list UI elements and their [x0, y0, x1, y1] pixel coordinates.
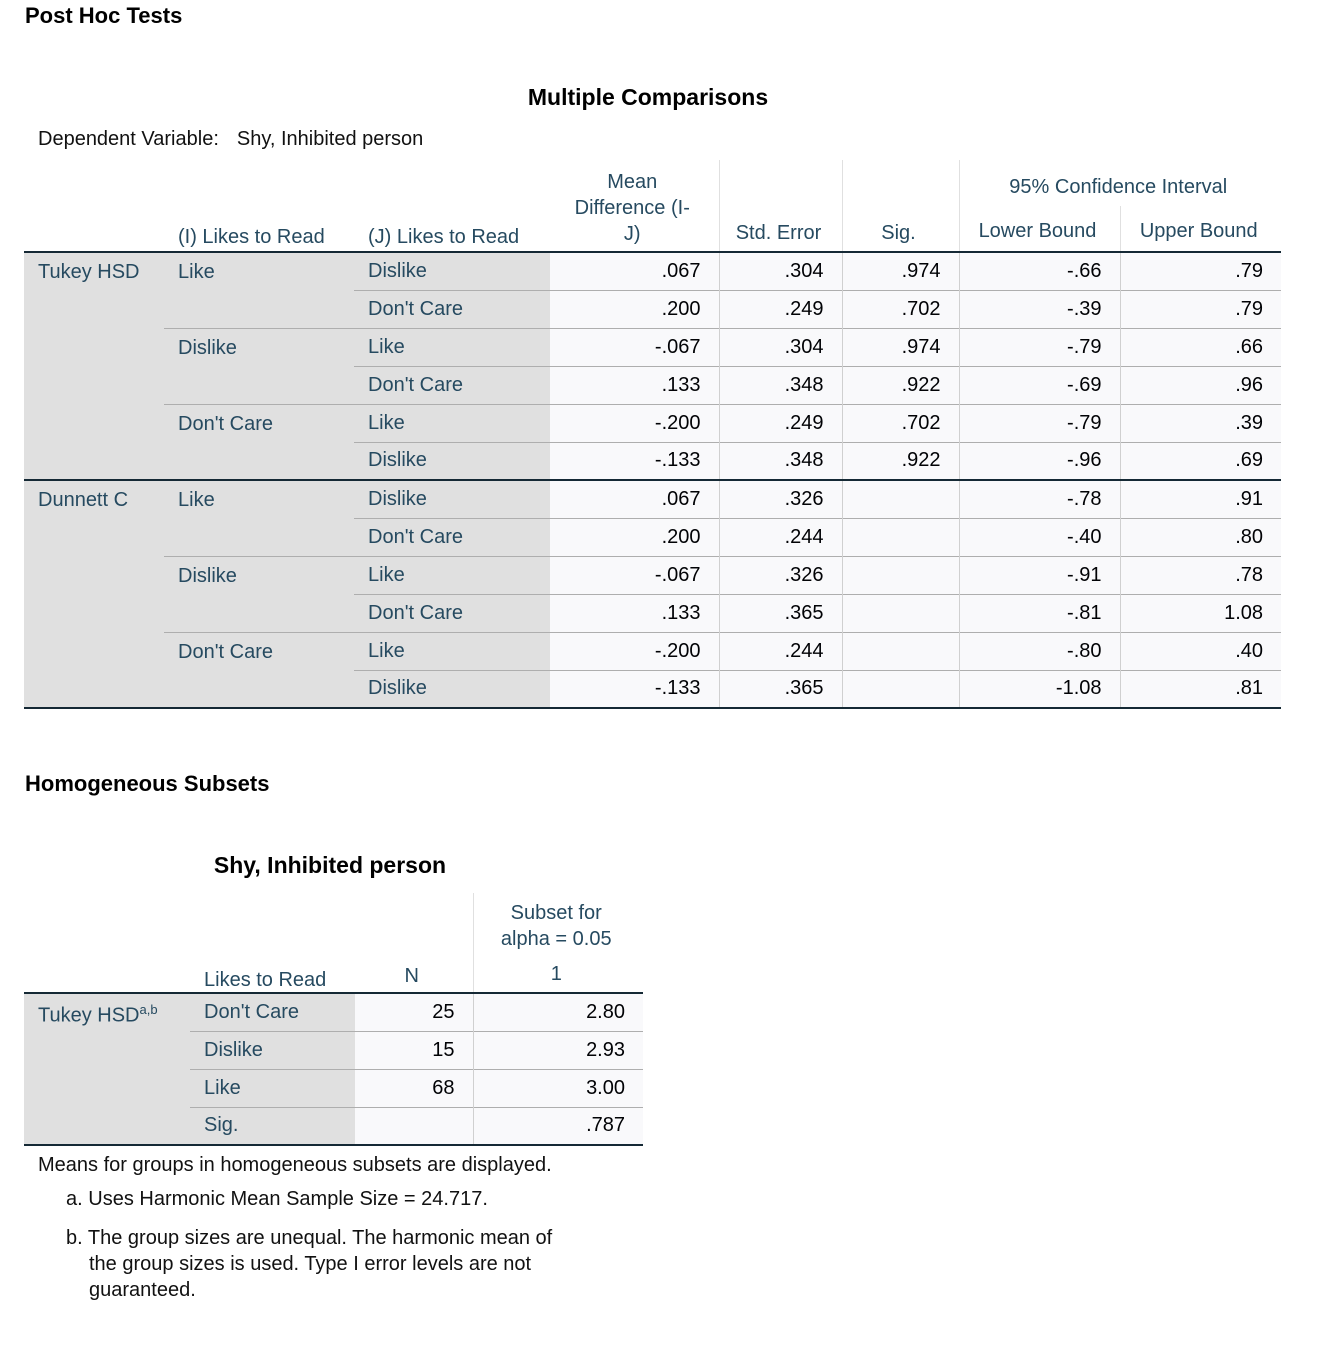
j-level-label: Like	[354, 404, 550, 442]
upper-bound-cell: .40	[1120, 632, 1281, 670]
std-error-cell: .326	[719, 480, 842, 518]
std-error-cell: .365	[719, 670, 842, 708]
table-row	[24, 328, 1281, 366]
i-level-label: Don't Care	[164, 632, 354, 708]
std-error-cell: .249	[719, 404, 842, 442]
n-header: N	[404, 965, 419, 987]
upper-bound-cell: .91	[1120, 480, 1281, 518]
mean-difference-cell: .067	[550, 480, 719, 518]
lower-bound-cell: -.79	[959, 404, 1120, 442]
hs-n-cell: 25	[355, 993, 473, 1031]
sig-cell	[842, 518, 959, 556]
lower-bound-cell: -.69	[959, 366, 1120, 404]
upper-bound-cell: .39	[1120, 404, 1281, 442]
std-error-cell: .304	[719, 252, 842, 290]
j-level-label: Dislike	[354, 442, 550, 480]
j-level-label: Like	[354, 556, 550, 594]
hs-level-label: Like	[190, 1069, 355, 1107]
mean-difference-cell: .133	[550, 594, 719, 632]
subset-number-header: 1	[473, 955, 643, 993]
sig-cell	[842, 594, 959, 632]
mean-difference-cell: -.133	[550, 670, 719, 708]
sig-cell: .974	[842, 328, 959, 366]
mean-difference-cell: -.200	[550, 404, 719, 442]
multiple-comparisons-table	[24, 160, 1281, 709]
upper-bound-cell: .80	[1120, 518, 1281, 556]
j-level-label: Dislike	[354, 670, 550, 708]
lower-bound-cell: -.81	[959, 594, 1120, 632]
hs-subset-cell: 2.93	[473, 1031, 643, 1069]
std-error-cell: .304	[719, 328, 842, 366]
j-level-label: Don't Care	[354, 290, 550, 328]
i-level-label: Don't Care	[164, 404, 354, 480]
table-row	[24, 480, 1281, 518]
table-row	[24, 632, 1281, 670]
hs-subset-cell: .787	[473, 1107, 643, 1145]
footnote-a: a. Uses Harmonic Mean Sample Size = 24.717.	[66, 1188, 488, 1210]
mean-difference-cell: .200	[550, 290, 719, 328]
upper-bound-cell: 1.08	[1120, 594, 1281, 632]
upper-bound-cell: .81	[1120, 670, 1281, 708]
lower-bound-cell: -.40	[959, 518, 1120, 556]
mean-difference-cell: -.133	[550, 442, 719, 480]
upper-bound-cell: .78	[1120, 556, 1281, 594]
table-row	[24, 556, 1281, 594]
j-level-label: Like	[354, 328, 550, 366]
mean-difference-cell: -.067	[550, 556, 719, 594]
table-row	[24, 993, 643, 1031]
lower-bound-cell: -.78	[959, 480, 1120, 518]
hs-level-label: Dislike	[190, 1031, 355, 1069]
post-hoc-section-title: Post Hoc Tests	[25, 3, 183, 28]
hs-level-label: Sig.	[190, 1107, 355, 1145]
std-error-cell: .348	[719, 366, 842, 404]
j-level-label: Dislike	[354, 252, 550, 290]
mean-difference-cell: -.067	[550, 328, 719, 366]
hs-header-row-bottom	[24, 955, 643, 993]
homogeneous-table-title: Shy, Inhibited person	[213, 852, 447, 878]
sig-cell	[842, 632, 959, 670]
sig-cell	[842, 480, 959, 518]
method-label: Tukey HSD	[24, 252, 164, 480]
i-level-label: Like	[164, 480, 354, 556]
method-label: Dunnett C	[24, 480, 164, 708]
sig-cell	[842, 670, 959, 708]
j-level-label: Don't Care	[354, 366, 550, 404]
upper-bound-header: Upper Bound	[1120, 206, 1281, 252]
hs-header-row-top	[24, 893, 643, 955]
upper-bound-cell: .79	[1120, 290, 1281, 328]
sig-cell: .702	[842, 404, 959, 442]
lower-bound-cell: -.80	[959, 632, 1120, 670]
homogeneous-body	[24, 993, 643, 1145]
sig-cell: .974	[842, 252, 959, 290]
homogeneous-section-title: Homogeneous Subsets	[25, 771, 270, 796]
mean-difference-cell: .133	[550, 366, 719, 404]
header-row-top	[24, 160, 1281, 206]
hs-n-cell: 15	[355, 1031, 473, 1069]
mean-difference-cell: .200	[550, 518, 719, 556]
footnote-b: b. The group sizes are unequal. The harmonic mean of the group sizes is used. Type I error levels are not guaranteed.	[66, 1227, 553, 1301]
j-level-label: Don't Care	[354, 518, 550, 556]
j-level-label: Dislike	[354, 480, 550, 518]
lower-bound-cell: -.79	[959, 328, 1120, 366]
hs-n-cell: 68	[355, 1069, 473, 1107]
sig-cell: .922	[842, 366, 959, 404]
lower-bound-cell: -.39	[959, 290, 1120, 328]
std-error-cell: .244	[719, 518, 842, 556]
lower-bound-cell: -.91	[959, 556, 1120, 594]
upper-bound-cell: .79	[1120, 252, 1281, 290]
i-level-label: Dislike	[164, 328, 354, 404]
std-error-cell: .244	[719, 632, 842, 670]
likes-header: Likes to Read	[204, 969, 327, 991]
dependent-variable-label: Dependent Variable:	[38, 128, 219, 150]
hs-level-label: Don't Care	[190, 993, 355, 1031]
sig-cell: .702	[842, 290, 959, 328]
mean-difference-cell: .067	[550, 252, 719, 290]
table-row	[24, 252, 1281, 290]
j-column-header: (J) Likes to Read	[368, 226, 520, 248]
upper-bound-cell: .66	[1120, 328, 1281, 366]
hs-method-label: Tukey HSD$^{a,b}$	[24, 993, 190, 1145]
j-level-label: Like	[354, 632, 550, 670]
lower-bound-header: Lower Bound	[959, 206, 1120, 252]
i-level-label: Dislike	[164, 556, 354, 632]
i-level-label: Like	[164, 252, 354, 328]
std-error-cell: .326	[719, 556, 842, 594]
sig-header: Sig.	[842, 160, 959, 252]
hs-subset-cell: 2.80	[473, 993, 643, 1031]
mean-diff-header: Mean Difference (I- J)	[574, 171, 690, 245]
mean-difference-cell: -.200	[550, 632, 719, 670]
hs-n-cell	[355, 1107, 473, 1145]
i-column-header: (I) Likes to Read	[178, 226, 325, 248]
footnote-main: Means for groups in homogeneous subsets are displayed.	[38, 1154, 552, 1176]
hs-subset-cell: 3.00	[473, 1069, 643, 1107]
subset-header: Subset for alpha = 0.05	[473, 893, 643, 955]
multiple-comparisons-body	[24, 252, 1281, 708]
multiple-comparisons-title: Multiple Comparisons	[527, 84, 769, 110]
std-error-header: Std. Error	[719, 160, 842, 252]
j-level-label: Don't Care	[354, 594, 550, 632]
sig-cell	[842, 556, 959, 594]
homogeneous-table	[24, 893, 643, 1146]
std-error-cell: .348	[719, 442, 842, 480]
sig-cell: .922	[842, 442, 959, 480]
upper-bound-cell: .69	[1120, 442, 1281, 480]
std-error-cell: .249	[719, 290, 842, 328]
lower-bound-cell: -.96	[959, 442, 1120, 480]
upper-bound-cell: .96	[1120, 366, 1281, 404]
table-row	[24, 404, 1281, 442]
lower-bound-cell: -.66	[959, 252, 1120, 290]
dependent-variable-line	[38, 128, 441, 151]
lower-bound-cell: -1.08	[959, 670, 1120, 708]
ci-header: 95% Confidence Interval	[959, 160, 1281, 206]
std-error-cell: .365	[719, 594, 842, 632]
dependent-variable-value: Shy, Inhibited person	[236, 128, 424, 150]
